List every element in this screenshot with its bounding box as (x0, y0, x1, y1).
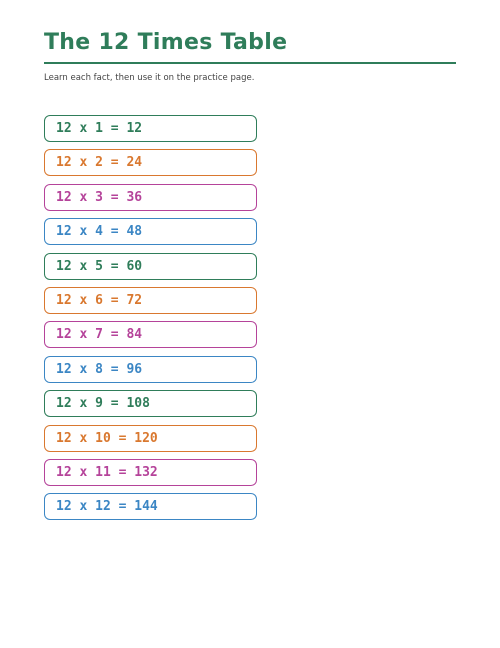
title-divider (44, 62, 456, 64)
fact-row-8: 12 x 8 = 96 (44, 356, 257, 383)
fact-row-1: 12 x 1 = 12 (44, 115, 257, 142)
fact-row-3: 12 x 3 = 36 (44, 184, 257, 211)
fact-row-6: 12 x 6 = 72 (44, 287, 257, 314)
times-table-list (44, 115, 257, 528)
page-subtitle: Learn each fact, then use it on the practice page. (44, 73, 255, 83)
fact-row-5: 12 x 5 = 60 (44, 253, 257, 280)
page-title: The 12 Times Table (44, 30, 288, 55)
fact-row-4: 12 x 4 = 48 (44, 218, 257, 245)
fact-row-7: 12 x 7 = 84 (44, 321, 257, 348)
fact-row-9: 12 x 9 = 108 (44, 390, 257, 417)
fact-row-10: 12 x 10 = 120 (44, 425, 257, 452)
fact-row-11: 12 x 11 = 132 (44, 459, 257, 486)
fact-row-2: 12 x 2 = 24 (44, 149, 257, 176)
fact-row-12: 12 x 12 = 144 (44, 493, 257, 520)
